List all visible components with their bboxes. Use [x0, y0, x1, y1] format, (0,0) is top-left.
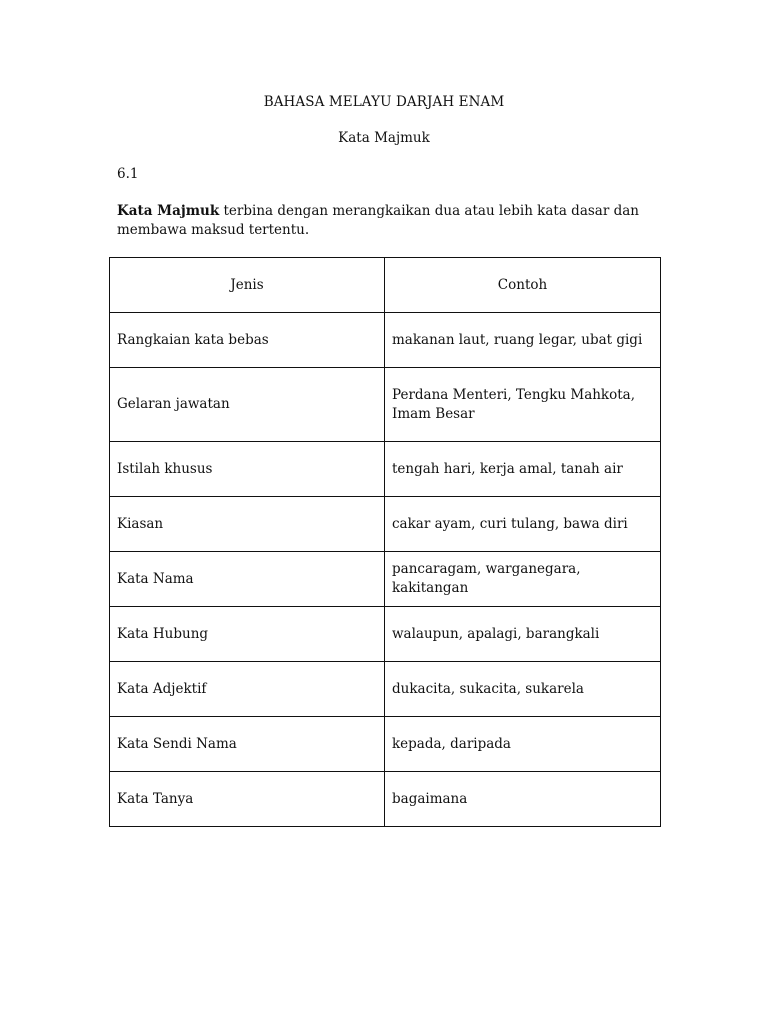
page-subtitle: Kata Majmuk: [338, 130, 430, 146]
table-row: [110, 552, 661, 607]
cell-contoh: tengah hari, kerja amal, tanah air: [385, 442, 661, 497]
kata-majmuk-table: [109, 257, 661, 827]
table-row: [110, 313, 661, 368]
cell-jenis: Kata Tanya: [110, 772, 385, 827]
cell-jenis: Kata Nama: [110, 552, 385, 607]
table-header-row: [110, 258, 661, 313]
cell-contoh: kepada, daripada: [385, 717, 661, 772]
table-row: [110, 497, 661, 552]
table-row: [110, 662, 661, 717]
table-row: [110, 607, 661, 662]
definition-term: Kata Majmuk: [117, 203, 220, 219]
definition-paragraph: [117, 202, 657, 240]
table-row: [110, 717, 661, 772]
cell-jenis: Kata Hubung: [110, 607, 385, 662]
definition-text: terbina dengan merangkaikan dua atau lebih kata dasar dan membawa maksud tertentu.: [117, 203, 639, 238]
table-row: [110, 772, 661, 827]
cell-contoh: pancaragam, warganegara, kakitangan: [385, 552, 661, 607]
cell-jenis: Kiasan: [110, 497, 385, 552]
cell-jenis: Istilah khusus: [110, 442, 385, 497]
table-row: [110, 442, 661, 497]
page-title: BAHASA MELAYU DARJAH ENAM: [263, 94, 505, 110]
cell-contoh: bagaimana: [385, 772, 661, 827]
column-header-jenis: Jenis: [110, 258, 385, 313]
section-number: 6.1: [117, 166, 139, 182]
cell-jenis: Rangkaian kata bebas: [110, 313, 385, 368]
column-header-contoh: Contoh: [385, 258, 661, 313]
cell-jenis: Gelaran jawatan: [110, 368, 385, 442]
cell-contoh: dukacita, sukacita, sukarela: [385, 662, 661, 717]
cell-contoh: cakar ayam, curi tulang, bawa diri: [385, 497, 661, 552]
cell-jenis: Kata Adjektif: [110, 662, 385, 717]
cell-contoh: walaupun, apalagi, barangkali: [385, 607, 661, 662]
table-row: [110, 368, 661, 442]
cell-contoh: Perdana Menteri, Tengku Mahkota, Imam Besar: [385, 368, 661, 442]
cell-contoh: makanan laut, ruang legar, ubat gigi: [385, 313, 661, 368]
cell-jenis: Kata Sendi Nama: [110, 717, 385, 772]
